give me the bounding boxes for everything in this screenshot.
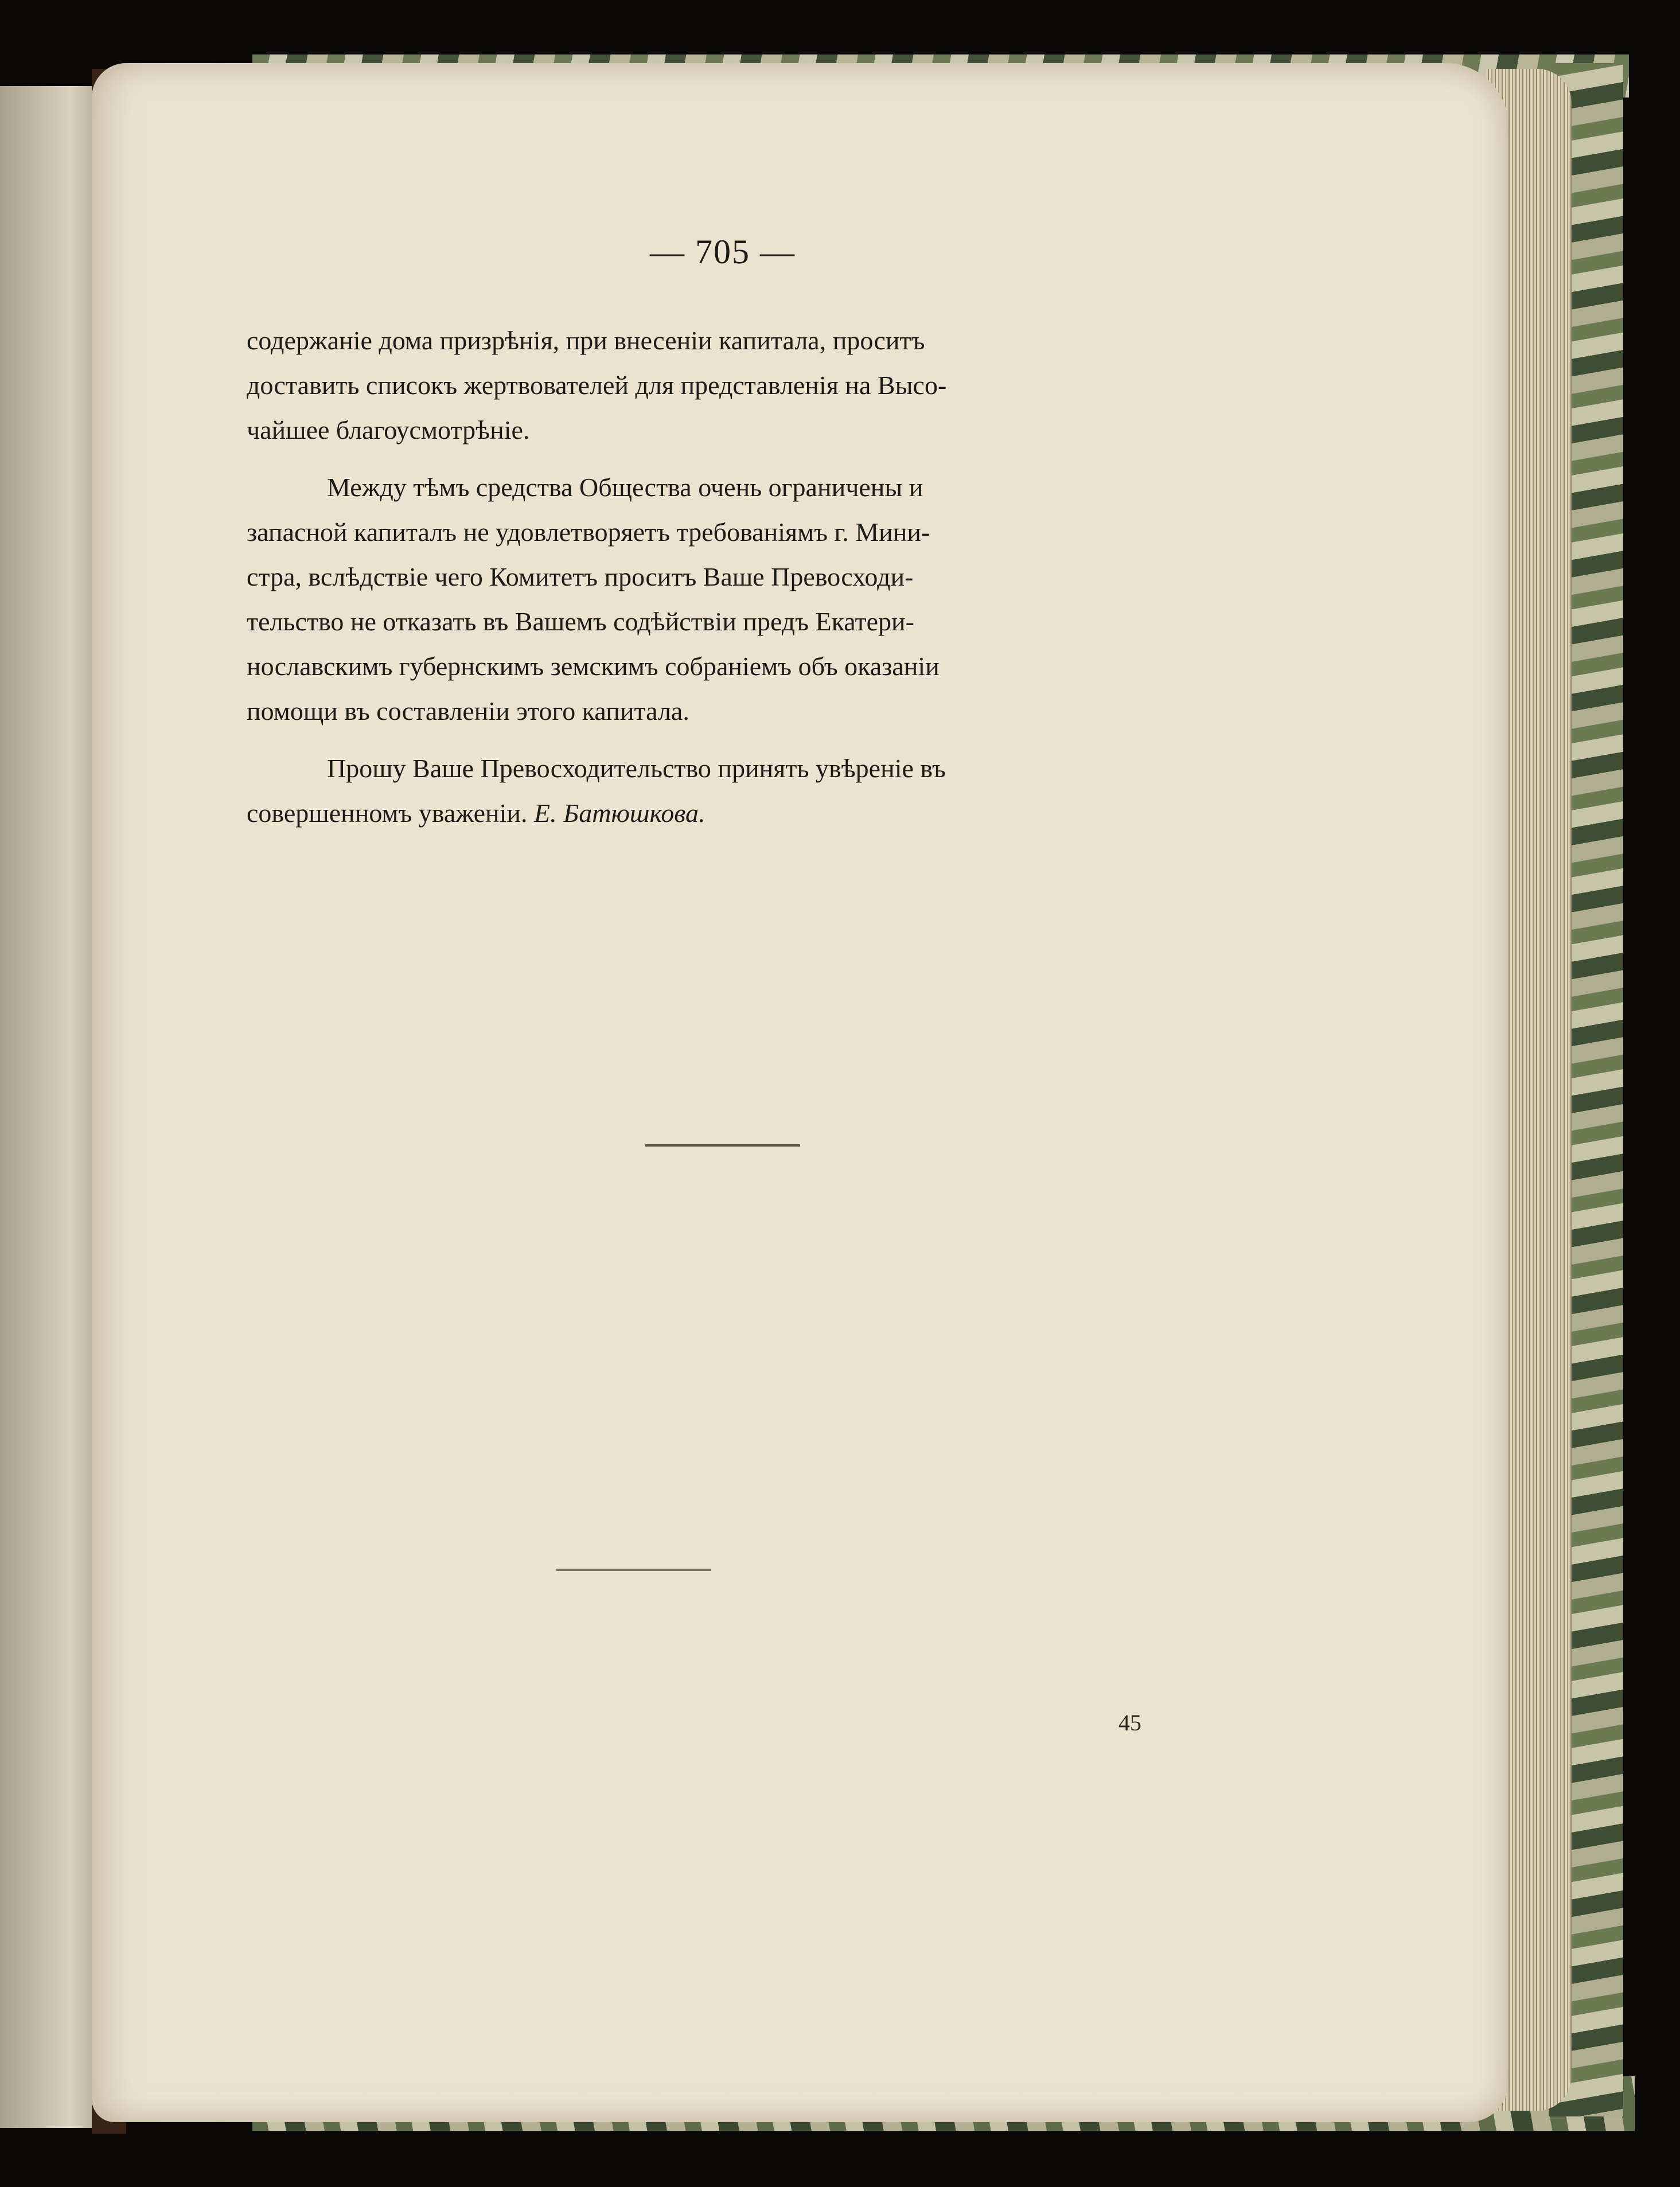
signature-name: Е. Батюшкова. <box>534 798 705 828</box>
paragraph-1 <box>247 318 1199 453</box>
page-body <box>247 318 1199 848</box>
text-line: стра, вслѣдствiе чего Комитетъ проситъ Ваше Превосходи- <box>247 562 914 591</box>
page-number: — 705 — <box>650 233 796 271</box>
printer-signature-mark: 45 <box>1118 1710 1141 1736</box>
divider-rule <box>556 1569 711 1571</box>
text-line: Прошу Ваше Превосходительство принять увѣренiе въ <box>327 754 946 783</box>
paragraph-2 <box>247 465 1199 734</box>
text-line: помощи въ составленiи этого капитала. <box>247 696 689 726</box>
text-line: чайшее благоусмотрѣнiе. <box>247 415 530 445</box>
text-line: тельство не отказать въ Вашемъ содѣйствiи предъ Екатери- <box>247 607 914 636</box>
text-line: Между тѣмъ средства Общества очень ограничены и <box>327 473 923 502</box>
divider-rule <box>645 1144 800 1147</box>
text-line: нославскимъ губернскимъ земскимъ собранiемъ объ оказанiи <box>247 652 940 681</box>
signature-line <box>247 791 1199 836</box>
text-line: запасной капиталъ не удовлетворяетъ требованiямъ г. Мини- <box>247 517 930 547</box>
left-page-edge <box>0 86 100 2128</box>
text-line: доставить списокъ жертвователей для представленiя на Высо- <box>247 371 947 400</box>
paragraph-3 <box>247 746 1199 836</box>
text-line: совершенномъ уваженiи. <box>247 798 528 828</box>
text-line: содержанiе дома призрѣнiя, при внесенiи капитала, проситъ <box>247 326 925 355</box>
